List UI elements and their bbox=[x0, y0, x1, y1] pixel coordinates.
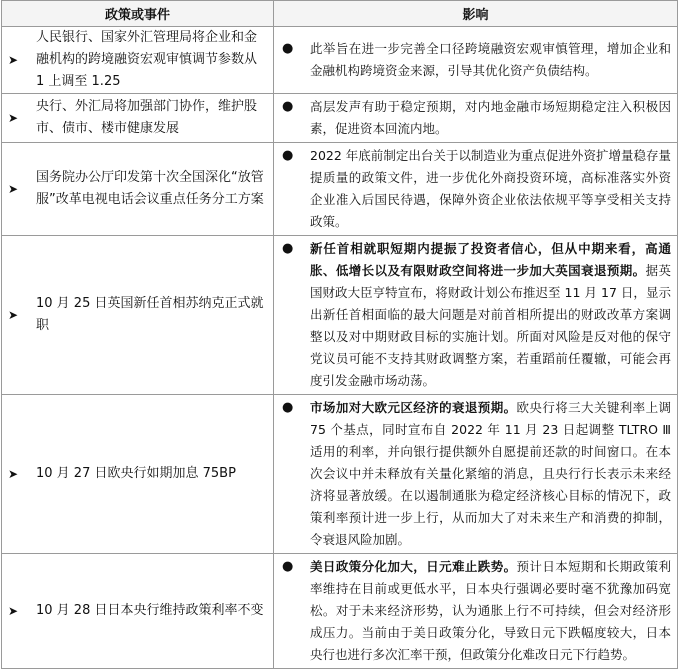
event-text: 10 月 25 日英国新任首相苏纳克正式就职 bbox=[36, 296, 264, 333]
bullet-icon: ● bbox=[282, 241, 294, 256]
impact-body-text: 此举旨在进一步完善全口径跨境融资宏观审慎管理，增加企业和金融机构跨境资金来源，引导其优化资产负债结构。 bbox=[310, 41, 671, 78]
arrow-icon: ➤ bbox=[8, 111, 19, 125]
table-header-row bbox=[2, 1, 678, 27]
impact-cell bbox=[274, 236, 678, 395]
bullet-icon: ● bbox=[282, 99, 294, 114]
bullet-icon: ● bbox=[282, 148, 294, 163]
impact-text bbox=[310, 96, 671, 140]
arrow-icon: ➤ bbox=[8, 604, 19, 618]
header-policy-or-event: 政策或事件 bbox=[2, 1, 274, 27]
table-row bbox=[2, 395, 678, 554]
table-row bbox=[2, 236, 678, 395]
table-row bbox=[2, 94, 678, 143]
impact-body-text: 高层发声有助于稳定预期，对内地金融市场短期稳定注入积极因素，促进资本回流内地。 bbox=[310, 99, 671, 136]
impact-cell bbox=[274, 554, 678, 669]
arrow-icon: ➤ bbox=[8, 182, 19, 196]
impact-body-text: 2022 年底前制定出台关于以制造业为重点促进外资扩增量稳存量提质量的政策文件，进一步优化外商投资环境，高标准落实外资企业准入后国民待遇，保障外资企业依法依规平等享受相关支持政策。 bbox=[310, 148, 671, 229]
bullet-icon: ● bbox=[282, 41, 294, 56]
impact-cell bbox=[274, 395, 678, 554]
bullet-icon: ● bbox=[282, 559, 294, 574]
impact-bold-text: 美日政策分化加大，日元难止跌势。 bbox=[310, 559, 517, 574]
arrow-icon: ➤ bbox=[8, 467, 19, 481]
event-text: 10 月 28 日日本央行维持政策利率不变 bbox=[36, 603, 264, 618]
impact-text bbox=[310, 238, 671, 392]
event-text: 央行、外汇局将加强部门协作，维护股市、债市、楼市健康发展 bbox=[36, 99, 258, 136]
event-cell bbox=[2, 395, 274, 554]
impact-body-text: 据英国财政大臣亨特宣布，将财政计划公布推迟至 11 月 17 日，显示出新任首相面临的最大问题是对前首相所提出的财政改革方案调整以及对中期财政目标的实施计划。所面对风险是反对他的保守党议员可能不支持其财政调整方案，若重蹈前任覆辙，可能会再度引发金融市场动荡。 bbox=[310, 263, 671, 388]
impact-bold-text: 市场加对大欧元区经济的衰退预期。 bbox=[310, 400, 517, 415]
impact-text bbox=[310, 38, 671, 82]
event-cell bbox=[2, 27, 274, 94]
event-cell bbox=[2, 236, 274, 395]
impact-bold-text: 新任首相就职短期内提振了投资者信心，但从中期来看，高通胀、低增长以及有限财政空间将进一步加大英国衰退预期。 bbox=[310, 241, 671, 278]
policy-impact-table bbox=[1, 0, 678, 669]
arrow-icon: ➤ bbox=[8, 53, 19, 67]
table-row bbox=[2, 27, 678, 94]
event-text: 人民银行、国家外汇管理局将企业和金融机构的跨境融资宏观审慎调节参数从 1 上调至 1.25 bbox=[36, 30, 258, 89]
impact-text bbox=[310, 145, 671, 233]
table-row bbox=[2, 554, 678, 669]
event-cell bbox=[2, 143, 274, 236]
impact-body-text: 欧央行将三大关键利率上调 75 个基点，同时宣布自 2022 年 11 月 23 日起调整 TLTRO Ⅲ 适用的利率，并向银行提供额外自愿提前还款的时间窗口。在本次会议中并未释放有关量化紧缩的消息，且央行行长表示未来经济将显著放缓。在以遏制通胀为稳定经济核心目标的情况下，政策利率预计进一步上行，从而加大了对未来生产和消费的抑制，令衰退风险加剧。 bbox=[310, 400, 671, 547]
event-cell bbox=[2, 94, 274, 143]
impact-text bbox=[310, 556, 671, 666]
event-text: 国务院办公厅印发第十次全国深化“放管服”改革电视电话会议重点任务分工方案 bbox=[36, 170, 264, 207]
impact-text bbox=[310, 397, 671, 551]
impact-cell bbox=[274, 94, 678, 143]
event-text: 10 月 27 日欧央行如期加息 75BP bbox=[36, 466, 236, 481]
header-impact: 影响 bbox=[274, 1, 678, 27]
table-row bbox=[2, 143, 678, 236]
event-cell bbox=[2, 554, 274, 669]
impact-cell bbox=[274, 27, 678, 94]
impact-body-text: 预计日本短期和长期政策利率维持在目前或更低水平，日本央行强调必要时毫不犹豫加码宽松。对于未来经济形势，认为通胀上行不可持续，但会对经济形成压力。当前由于美日政策分化，导致日元下跌幅度较大，日本央行也进行多次汇率干预，但政策分化难改日元下行趋势。 bbox=[310, 559, 671, 662]
impact-cell bbox=[274, 143, 678, 236]
arrow-icon: ➤ bbox=[8, 308, 19, 322]
bullet-icon: ● bbox=[282, 400, 294, 415]
